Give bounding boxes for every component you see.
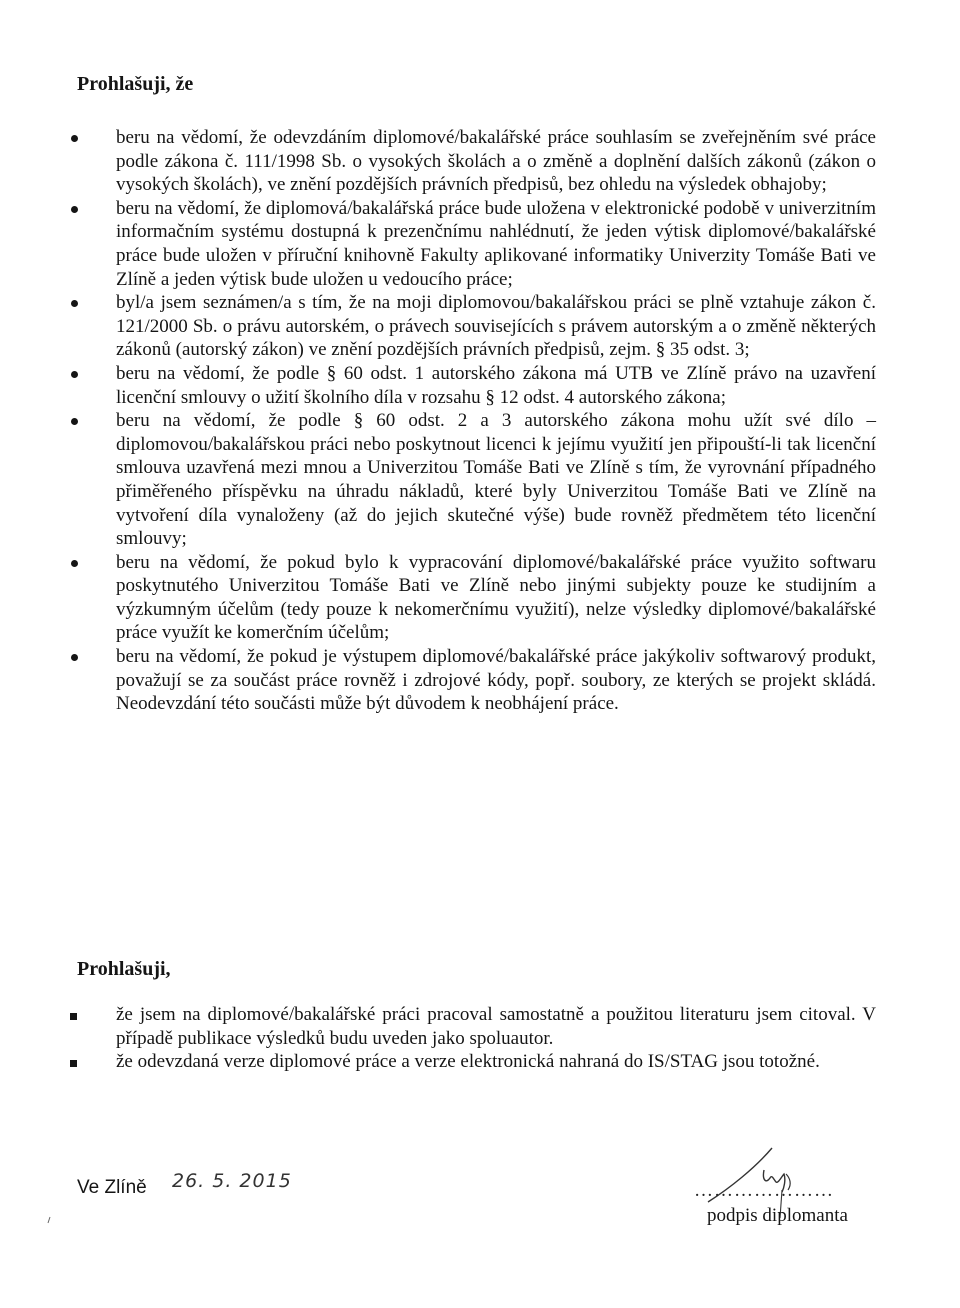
bullet-icon xyxy=(71,654,78,661)
list-item: že jsem na diplomové/bakalářské práci pracoval samostatně a použitou literaturu jsem citoval. V případě publikace výsledků budu uveden jako spoluautor. xyxy=(116,1003,876,1050)
bullet-icon xyxy=(71,300,78,307)
list-item: beru na vědomí, že pokud bylo k vypracování diplomové/bakalářské práce využito softwaru poskytnutého Univerzitou Tomáše Bati ve Zlíně nebo jinými subjekty pouze ke studijním a výzkumným účelům (tedy pouze k nekomerčnímu využití), nelze výsledky diplomové/bakalářské práce využít ke komerčním účelům; xyxy=(116,551,876,645)
place-label: Ve Zlíně xyxy=(77,1177,147,1198)
list-item: beru na vědomí, že odevzdáním diplomové/bakalářské práce souhlasím se zveřejněním své práce podle zákona č. 111/1998 Sb. o vysokých školách a o změně a doplnění dalších zákonů (zákon o vysokých školách), ve znění pozdějších právních předpisů, bez ohledu na výsledek obhajoby; xyxy=(116,126,876,197)
list-item: beru na vědomí, že pokud je výstupem diplomové/bakalářské práce jakýkoliv softwarový produkt, považují se za součást práce rovněž i zdrojové kódy, popř. soubory, ze kterých se projekt skládá. Neodevzdání této součásti může být důvodem k neobhájení práce. xyxy=(116,645,876,716)
list-item: beru na vědomí, že podle § 60 odst. 1 autorského zákona má UTB ve Zlíně právo na uzavření licenční smlouvy o užití školního díla v rozsahu § 12 odst. 4 autorského zákona; xyxy=(116,362,876,409)
pen-mark-icon xyxy=(46,1216,52,1224)
bullet-icon xyxy=(71,371,78,378)
square-bullet-icon xyxy=(70,1060,77,1067)
declaration-heading: Prohlašuji, že xyxy=(77,73,194,95)
handwritten-date: 26. 5. 2015 xyxy=(172,1170,292,1192)
list-item: byl/a jsem seznámen/a s tím, že na moji diplomovou/bakalářskou práci se plně vztahuje zákon č. 121/2000 Sb. o právu autorském, o právech souvisejících s právem autorským a o změně některých zákonů (autorský zákon) ve znění pozdějších právních předpisů, zejm. § 35 odst. 3; xyxy=(116,291,876,362)
signature-label: podpis diplomanta xyxy=(707,1205,848,1226)
bullet-icon xyxy=(71,135,78,142)
declaration-heading-2: Prohlašuji, xyxy=(77,958,171,980)
list-item: že odevzdaná verze diplomové práce a verze elektronická nahraná do IS/STAG jsou totožné. xyxy=(116,1050,876,1074)
list-item: beru na vědomí, že diplomová/bakalářská práce bude uložena v elektronické podobě v univerzitním informačním systému dostupná k prezenčnímu nahlédnutí, že jeden výtisk diplomové/bakalářské práce bude uložen v příruční knihovně Fakulty aplikované informatiky Univerzity Tomáše Bati ve Zlíně a jeden výtisk bude uložen u vedoucího práce; xyxy=(116,197,876,291)
bullet-icon xyxy=(71,206,78,213)
square-bullet-icon xyxy=(70,1013,77,1020)
bullet-icon xyxy=(71,560,78,567)
signature-line: ………………… xyxy=(694,1180,834,1201)
list-item: beru na vědomí, že podle § 60 odst. 2 a 3 autorského zákona mohu užít své dílo – diplomovou/bakalářskou práci nebo poskytnout licenci k jejímu využití jen připouští-li tak licenční smlouva uzavřená mezi mnou a Univerzitou Tomáše Bati ve Zlíně s tím, že vyrovnání případného přiměřeného příspěvku na úhradu nákladů, které byly Univerzitou Tomáše Bati ve Zlíně na vytvoření díla vynaloženy (až do jejich skutečné výše) bude rovněž předmětem této licenční smlouvy; xyxy=(116,409,876,551)
bullet-icon xyxy=(71,418,78,425)
declaration-list-2 xyxy=(0,1003,960,1074)
declaration-list xyxy=(0,126,960,716)
